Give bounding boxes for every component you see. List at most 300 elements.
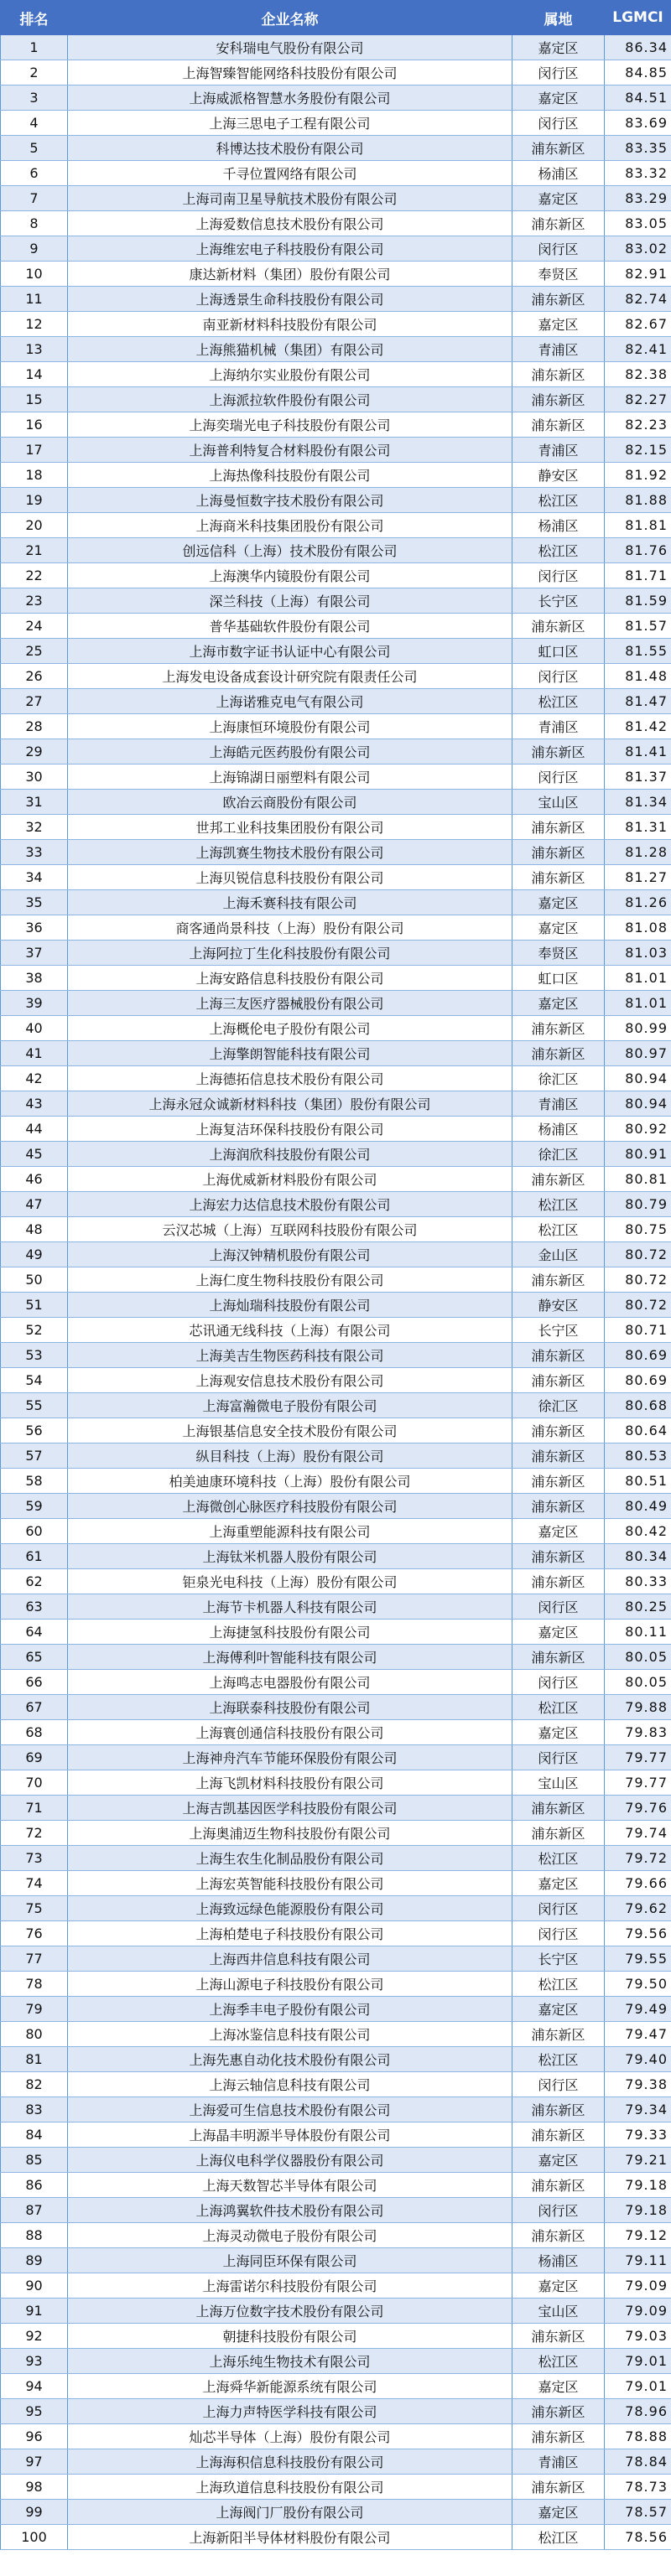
- score-cell: 79.88: [605, 1695, 671, 1720]
- table-row: [1, 1318, 671, 1343]
- table-row: [1, 438, 671, 463]
- table-row: [1, 1267, 671, 1293]
- score-cell: 80.99: [605, 1016, 671, 1041]
- company-name-cell: 上海天数智芯半导体有限公司: [68, 2173, 512, 2198]
- score-cell: 81.26: [605, 890, 671, 915]
- table-row: [1, 1469, 671, 1494]
- table-row: [1, 287, 671, 312]
- score-cell: 79.77: [605, 1770, 671, 1796]
- table-row: [1, 86, 671, 111]
- table-row: [1, 1745, 671, 1770]
- score-cell: 79.18: [605, 2173, 671, 2198]
- company-name-cell: 上海微创心脉医疗科技股份有限公司: [68, 1494, 512, 1519]
- company-name-cell: 上海观安信息技术股份有限公司: [68, 1368, 512, 1393]
- rank-cell: 83: [1, 2097, 68, 2122]
- table-row: [1, 412, 671, 438]
- table-row: [1, 2248, 671, 2273]
- table-row: [1, 966, 671, 991]
- rank-cell: 59: [1, 1494, 68, 1519]
- table-row: [1, 2273, 671, 2299]
- district-cell: 长宁区: [512, 588, 605, 614]
- rank-cell: 100: [1, 2525, 68, 2550]
- rank-cell: 41: [1, 1041, 68, 1066]
- table-row: [1, 1695, 671, 1720]
- company-name-cell: 上海乐纯生物技术有限公司: [68, 2349, 512, 2374]
- rank-cell: 89: [1, 2248, 68, 2273]
- district-cell: 嘉定区: [512, 2500, 605, 2525]
- score-cell: 81.34: [605, 790, 671, 815]
- rank-cell: 15: [1, 387, 68, 412]
- rank-cell: 30: [1, 765, 68, 790]
- score-cell: 80.72: [605, 1293, 671, 1318]
- table-row: [1, 2449, 671, 2475]
- score-cell: 80.91: [605, 1142, 671, 1167]
- company-name-cell: 上海力声特医学科技有限公司: [68, 2399, 512, 2424]
- table-row: [1, 161, 671, 186]
- company-name-cell: 上海捷氢科技股份有限公司: [68, 1620, 512, 1645]
- district-cell: 宝山区: [512, 2299, 605, 2324]
- company-name-cell: 上海宏英智能科技股份有限公司: [68, 1871, 512, 1896]
- company-name-cell: 灿芯半导体（上海）股份有限公司: [68, 2424, 512, 2449]
- table-row: [1, 1946, 671, 1972]
- table-row: [1, 1192, 671, 1217]
- score-cell: 80.49: [605, 1494, 671, 1519]
- table-row: [1, 1846, 671, 1871]
- table-row: [1, 1519, 671, 1544]
- score-cell: 80.94: [605, 1091, 671, 1117]
- district-cell: 虹口区: [512, 966, 605, 991]
- table-row: [1, 337, 671, 362]
- rank-cell: 40: [1, 1016, 68, 1041]
- score-cell: 79.18: [605, 2198, 671, 2223]
- company-name-cell: 上海皓元医药股份有限公司: [68, 739, 512, 765]
- company-name-cell: 上海热像科技股份有限公司: [68, 463, 512, 488]
- company-name-cell: 上海鸿翼软件技术股份有限公司: [68, 2198, 512, 2223]
- district-cell: 浦东新区: [512, 136, 605, 161]
- table-row: [1, 2424, 671, 2449]
- rank-cell: 63: [1, 1594, 68, 1620]
- company-name-cell: 上海宏力达信息技术股份有限公司: [68, 1192, 512, 1217]
- table-row: [1, 2198, 671, 2223]
- rank-cell: 81: [1, 2047, 68, 2072]
- score-cell: 79.56: [605, 1921, 671, 1946]
- score-cell: 80.53: [605, 1443, 671, 1469]
- rank-cell: 90: [1, 2273, 68, 2299]
- score-cell: 81.08: [605, 915, 671, 941]
- company-name-cell: 上海万位数字技术股份有限公司: [68, 2299, 512, 2324]
- rank-cell: 36: [1, 915, 68, 941]
- district-cell: 青浦区: [512, 1091, 605, 1117]
- score-cell: 80.79: [605, 1192, 671, 1217]
- table-row: [1, 2072, 671, 2097]
- district-cell: 松江区: [512, 1695, 605, 1720]
- company-name-cell: 上海阀门厂股份有限公司: [68, 2500, 512, 2525]
- district-cell: 浦东新区: [512, 2324, 605, 2349]
- rank-cell: 33: [1, 840, 68, 865]
- table-row: [1, 2399, 671, 2424]
- district-cell: 浦东新区: [512, 2475, 605, 2500]
- rank-cell: 76: [1, 1921, 68, 1946]
- table-row: [1, 840, 671, 865]
- company-name-cell: 上海爱可生信息技术股份有限公司: [68, 2097, 512, 2122]
- company-name-cell: 世邦工业科技集团股份有限公司: [68, 815, 512, 840]
- table-body: [1, 35, 671, 2550]
- company-name-cell: 上海重塑能源科技有限公司: [68, 1519, 512, 1544]
- district-cell: 长宁区: [512, 1946, 605, 1972]
- district-cell: 嘉定区: [512, 1720, 605, 1745]
- company-name-cell: 朝捷科技股份有限公司: [68, 2324, 512, 2349]
- rank-cell: 49: [1, 1242, 68, 1267]
- district-cell: 浦东新区: [512, 2223, 605, 2248]
- score-cell: 82.27: [605, 387, 671, 412]
- header-score: LGMCI: [605, 1, 671, 35]
- rank-cell: 1: [1, 35, 68, 60]
- company-name-cell: 上海康恒环境股份有限公司: [68, 714, 512, 739]
- table-row: [1, 689, 671, 714]
- district-cell: 杨浦区: [512, 513, 605, 538]
- company-name-cell: 欧冶云商股份有限公司: [68, 790, 512, 815]
- district-cell: 宝山区: [512, 1770, 605, 1796]
- rank-cell: 62: [1, 1569, 68, 1594]
- district-cell: 浦东新区: [512, 815, 605, 840]
- district-cell: 嘉定区: [512, 2374, 605, 2399]
- table-row: [1, 312, 671, 337]
- district-cell: 松江区: [512, 1217, 605, 1242]
- rank-cell: 99: [1, 2500, 68, 2525]
- district-cell: 嘉定区: [512, 915, 605, 941]
- district-cell: 浦东新区: [512, 1469, 605, 1494]
- table-row: [1, 2324, 671, 2349]
- score-cell: 80.97: [605, 1041, 671, 1066]
- table-row: [1, 513, 671, 538]
- company-name-cell: 上海派拉软件股份有限公司: [68, 387, 512, 412]
- score-cell: 80.75: [605, 1217, 671, 1242]
- rank-cell: 52: [1, 1318, 68, 1343]
- rank-cell: 31: [1, 790, 68, 815]
- rank-cell: 34: [1, 865, 68, 890]
- table-row: [1, 2097, 671, 2122]
- table-row: [1, 588, 671, 614]
- score-cell: 81.55: [605, 639, 671, 664]
- table-row: [1, 1544, 671, 1569]
- score-cell: 79.21: [605, 2148, 671, 2173]
- district-cell: 嘉定区: [512, 1997, 605, 2022]
- score-cell: 79.74: [605, 1821, 671, 1846]
- score-cell: 80.25: [605, 1594, 671, 1620]
- company-name-cell: 上海飞凯材料科技股份有限公司: [68, 1770, 512, 1796]
- table-row: [1, 2148, 671, 2173]
- company-name-cell: 上海联泰科技股份有限公司: [68, 1695, 512, 1720]
- rank-cell: 14: [1, 362, 68, 387]
- score-cell: 78.96: [605, 2399, 671, 2424]
- rank-cell: 44: [1, 1117, 68, 1142]
- district-cell: 嘉定区: [512, 312, 605, 337]
- rank-cell: 47: [1, 1192, 68, 1217]
- score-cell: 80.05: [605, 1670, 671, 1695]
- district-cell: 浦东新区: [512, 211, 605, 236]
- rank-cell: 61: [1, 1544, 68, 1569]
- rank-cell: 29: [1, 739, 68, 765]
- table-row: [1, 1569, 671, 1594]
- table-row: [1, 1016, 671, 1041]
- rank-cell: 74: [1, 1871, 68, 1896]
- table-row: [1, 563, 671, 588]
- score-cell: 79.12: [605, 2223, 671, 2248]
- company-name-cell: 上海锦湖日丽塑料有限公司: [68, 765, 512, 790]
- table-row: [1, 1167, 671, 1192]
- score-cell: 81.48: [605, 664, 671, 689]
- district-cell: 浦东新区: [512, 287, 605, 312]
- score-cell: 80.51: [605, 1469, 671, 1494]
- company-name-cell: 纵目科技（上海）股份有限公司: [68, 1443, 512, 1469]
- district-cell: 徐汇区: [512, 1066, 605, 1091]
- table-row: [1, 790, 671, 815]
- table-row: [1, 2299, 671, 2324]
- rank-cell: 88: [1, 2223, 68, 2248]
- rank-cell: 65: [1, 1645, 68, 1670]
- score-cell: 80.42: [605, 1519, 671, 1544]
- score-cell: 79.72: [605, 1846, 671, 1871]
- company-name-cell: 上海富瀚微电子股份有限公司: [68, 1393, 512, 1418]
- rank-cell: 18: [1, 463, 68, 488]
- table-row: [1, 714, 671, 739]
- rank-cell: 23: [1, 588, 68, 614]
- rank-cell: 4: [1, 111, 68, 136]
- district-cell: 奉贤区: [512, 262, 605, 287]
- rank-cell: 75: [1, 1896, 68, 1921]
- company-name-cell: 上海永冠众诚新材料科技（集团）股份有限公司: [68, 1091, 512, 1117]
- score-cell: 79.55: [605, 1946, 671, 1972]
- district-cell: 闵行区: [512, 60, 605, 86]
- district-cell: 闵行区: [512, 2198, 605, 2223]
- district-cell: 浦东新区: [512, 739, 605, 765]
- rank-cell: 7: [1, 186, 68, 211]
- company-name-cell: 南亚新材料科技股份有限公司: [68, 312, 512, 337]
- company-name-cell: 上海市数字证书认证中心有限公司: [68, 639, 512, 664]
- score-cell: 78.73: [605, 2475, 671, 2500]
- table-row: [1, 136, 671, 161]
- district-cell: 浦东新区: [512, 2022, 605, 2047]
- rank-cell: 91: [1, 2299, 68, 2324]
- district-cell: 嘉定区: [512, 86, 605, 111]
- company-name-cell: 上海美吉生物医药科技有限公司: [68, 1343, 512, 1368]
- score-cell: 81.27: [605, 865, 671, 890]
- table-row: [1, 1117, 671, 1142]
- company-name-cell: 上海透景生命科技股份有限公司: [68, 287, 512, 312]
- rank-cell: 66: [1, 1670, 68, 1695]
- company-name-cell: 康达新材料（集团）股份有限公司: [68, 262, 512, 287]
- rank-cell: 69: [1, 1745, 68, 1770]
- table-row: [1, 2122, 671, 2148]
- company-name-cell: 上海玖道信息科技股份有限公司: [68, 2475, 512, 2500]
- score-cell: 81.01: [605, 991, 671, 1016]
- district-cell: 浦东新区: [512, 2424, 605, 2449]
- company-name-cell: 上海西井信息科技有限公司: [68, 1946, 512, 1972]
- company-name-cell: 安科瑞电气股份有限公司: [68, 35, 512, 60]
- score-cell: 80.64: [605, 1418, 671, 1443]
- rank-cell: 58: [1, 1469, 68, 1494]
- rank-cell: 20: [1, 513, 68, 538]
- company-name-cell: 上海雷诺尔科技股份有限公司: [68, 2273, 512, 2299]
- table-row: [1, 1720, 671, 1745]
- district-cell: 浦东新区: [512, 1418, 605, 1443]
- header-rank: 排名: [1, 1, 68, 35]
- table-row: [1, 664, 671, 689]
- table-row: [1, 463, 671, 488]
- district-cell: 嘉定区: [512, 2148, 605, 2173]
- company-name-cell: 云汉芯城（上海）互联网科技股份有限公司: [68, 1217, 512, 1242]
- district-cell: 松江区: [512, 689, 605, 714]
- score-cell: 83.29: [605, 186, 671, 211]
- table-row: [1, 387, 671, 412]
- district-cell: 浦东新区: [512, 1016, 605, 1041]
- district-cell: 浦东新区: [512, 1569, 605, 1594]
- district-cell: 嘉定区: [512, 1519, 605, 1544]
- company-name-cell: 上海三友医疗器械股份有限公司: [68, 991, 512, 1016]
- score-cell: 82.23: [605, 412, 671, 438]
- district-cell: 浦东新区: [512, 387, 605, 412]
- company-name-cell: 上海灿瑞科技股份有限公司: [68, 1293, 512, 1318]
- company-name-cell: 钜泉光电科技（上海）股份有限公司: [68, 1569, 512, 1594]
- company-name-cell: 上海禾赛科技有限公司: [68, 890, 512, 915]
- rank-cell: 77: [1, 1946, 68, 1972]
- district-cell: 松江区: [512, 2047, 605, 2072]
- rank-cell: 43: [1, 1091, 68, 1117]
- table-row: [1, 2173, 671, 2198]
- district-cell: 浦东新区: [512, 2097, 605, 2122]
- rank-cell: 84: [1, 2122, 68, 2148]
- table-row: [1, 1343, 671, 1368]
- district-cell: 浦东新区: [512, 1544, 605, 1569]
- table-row: [1, 815, 671, 840]
- company-name-cell: 上海灵动微电子股份有限公司: [68, 2223, 512, 2248]
- rank-cell: 55: [1, 1393, 68, 1418]
- table-row: [1, 1645, 671, 1670]
- company-name-cell: 上海寰创通信科技股份有限公司: [68, 1720, 512, 1745]
- header-row: [1, 1, 671, 35]
- table-row: [1, 1368, 671, 1393]
- rank-cell: 16: [1, 412, 68, 438]
- company-name-cell: 上海奕瑞光电子科技股份有限公司: [68, 412, 512, 438]
- score-cell: 81.88: [605, 488, 671, 513]
- table-row: [1, 236, 671, 262]
- table-row: [1, 1896, 671, 1921]
- score-cell: 80.69: [605, 1343, 671, 1368]
- rank-cell: 13: [1, 337, 68, 362]
- score-cell: 80.81: [605, 1167, 671, 1192]
- score-cell: 80.72: [605, 1242, 671, 1267]
- score-cell: 81.37: [605, 765, 671, 790]
- rank-cell: 71: [1, 1796, 68, 1821]
- company-name-cell: 上海纳尔实业股份有限公司: [68, 362, 512, 387]
- company-name-cell: 上海优威新材料股份有限公司: [68, 1167, 512, 1192]
- company-name-cell: 上海山源电子科技股份有限公司: [68, 1972, 512, 1997]
- rank-cell: 3: [1, 86, 68, 111]
- rank-cell: 50: [1, 1267, 68, 1293]
- table-row: [1, 614, 671, 639]
- score-cell: 83.69: [605, 111, 671, 136]
- district-cell: 闵行区: [512, 765, 605, 790]
- score-cell: 79.01: [605, 2349, 671, 2374]
- rank-cell: 98: [1, 2475, 68, 2500]
- rank-cell: 26: [1, 664, 68, 689]
- district-cell: 浦东新区: [512, 1368, 605, 1393]
- table-row: [1, 1770, 671, 1796]
- company-name-cell: 上海安路信息科技股份有限公司: [68, 966, 512, 991]
- company-name-cell: 上海复洁环保科技股份有限公司: [68, 1117, 512, 1142]
- company-name-cell: 上海银基信息安全技术股份有限公司: [68, 1418, 512, 1443]
- district-cell: 嘉定区: [512, 186, 605, 211]
- score-cell: 81.47: [605, 689, 671, 714]
- company-name-cell: 上海智臻智能网络科技股份有限公司: [68, 60, 512, 86]
- table-row: [1, 2223, 671, 2248]
- score-cell: 82.15: [605, 438, 671, 463]
- district-cell: 静安区: [512, 463, 605, 488]
- table-row: [1, 1494, 671, 1519]
- rank-cell: 24: [1, 614, 68, 639]
- district-cell: 杨浦区: [512, 161, 605, 186]
- table-row: [1, 941, 671, 966]
- district-cell: 浦东新区: [512, 1494, 605, 1519]
- district-cell: 嘉定区: [512, 1871, 605, 1896]
- table-row: [1, 35, 671, 60]
- company-name-cell: 商客通尚景科技（上海）股份有限公司: [68, 915, 512, 941]
- rank-cell: 54: [1, 1368, 68, 1393]
- rank-cell: 92: [1, 2324, 68, 2349]
- district-cell: 嘉定区: [512, 890, 605, 915]
- company-name-cell: 上海冰鉴信息科技有限公司: [68, 2022, 512, 2047]
- district-cell: 浦东新区: [512, 614, 605, 639]
- company-name-cell: 上海德拓信息技术股份有限公司: [68, 1066, 512, 1091]
- company-name-cell: 上海新阳半导体材料股份有限公司: [68, 2525, 512, 2550]
- district-cell: 浦东新区: [512, 1267, 605, 1293]
- score-cell: 79.83: [605, 1720, 671, 1745]
- rank-cell: 57: [1, 1443, 68, 1469]
- rank-cell: 68: [1, 1720, 68, 1745]
- table-row: [1, 60, 671, 86]
- rank-cell: 80: [1, 2022, 68, 2047]
- district-cell: 浦东新区: [512, 1041, 605, 1066]
- district-cell: 浦东新区: [512, 362, 605, 387]
- district-cell: 闵行区: [512, 1670, 605, 1695]
- company-name-cell: 上海晶丰明源半导体股份有限公司: [68, 2122, 512, 2148]
- table-row: [1, 739, 671, 765]
- company-name-cell: 千寻位置网络有限公司: [68, 161, 512, 186]
- district-cell: 嘉定区: [512, 991, 605, 1016]
- district-cell: 闵行区: [512, 236, 605, 262]
- rank-cell: 93: [1, 2349, 68, 2374]
- company-name-cell: 上海汉钟精机股份有限公司: [68, 1242, 512, 1267]
- score-cell: 79.62: [605, 1896, 671, 1921]
- score-cell: 79.11: [605, 2248, 671, 2273]
- company-name-cell: 上海擎朗智能科技有限公司: [68, 1041, 512, 1066]
- rank-cell: 94: [1, 2374, 68, 2399]
- score-cell: 82.41: [605, 337, 671, 362]
- score-cell: 79.66: [605, 1871, 671, 1896]
- table-row: [1, 2500, 671, 2525]
- score-cell: 81.71: [605, 563, 671, 588]
- district-cell: 闵行区: [512, 1896, 605, 1921]
- company-name-cell: 上海云轴信息科技有限公司: [68, 2072, 512, 2097]
- rank-cell: 53: [1, 1343, 68, 1368]
- table-row: [1, 2047, 671, 2072]
- company-name-cell: 上海同臣环保有限公司: [68, 2248, 512, 2273]
- score-cell: 82.38: [605, 362, 671, 387]
- table-row: [1, 2475, 671, 2500]
- company-name-cell: 上海司南卫星导航技术股份有限公司: [68, 186, 512, 211]
- score-cell: 81.76: [605, 538, 671, 563]
- rank-cell: 78: [1, 1972, 68, 1997]
